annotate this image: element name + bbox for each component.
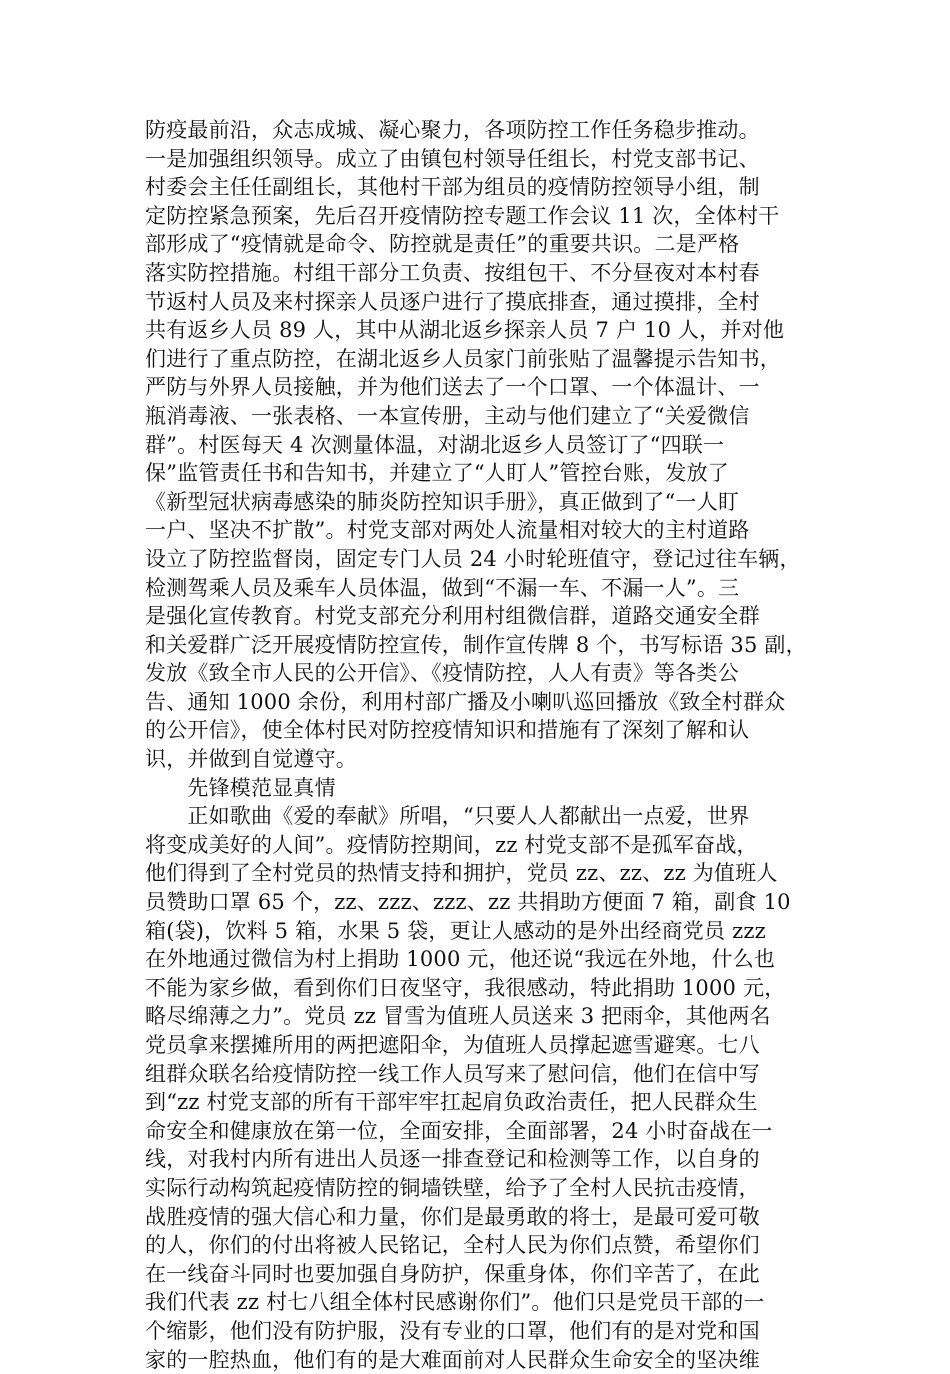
- text-line: 命安全和健康放在第一位，全面安排，全面部署，24 小时奋战在一: [145, 1118, 773, 1143]
- text-line: 到“zz 村党支部的所有干部牢牢扛起肩负政治责任，把人民群众生: [145, 1090, 758, 1115]
- text-line: 告、通知 1000 余份，利用村部广播及小喇叭巡回播放《致全村群众: [145, 689, 786, 714]
- text-line: 正如歌曲《爱的奉献》所唱，“只要人人都献出一点爱，世界: [145, 804, 750, 829]
- text-line: 共有返乡人员 89 人，其中从湖北返乡探亲人员 7 户 10 人，并对他: [145, 318, 785, 343]
- text-line: 先锋模范显真情: [145, 775, 336, 800]
- text-line: 战胜疫情的强大信心和力量，你们是最勇敢的将士，是最可爱可敬: [145, 1204, 760, 1229]
- text-line: 略尽绵薄之力”。党员 zz 冒雪为值班人员送来 3 把雨伞，其他两名: [145, 1004, 771, 1029]
- body-text: [145, 116, 835, 1374]
- text-line: 防疫最前沿，众志成城、凝心聚力，各项防控工作任务稳步推动。: [145, 118, 760, 142]
- text-line: 落实防控措施。村组干部分工负责、按组包干、不分昼夜对本村春: [145, 260, 760, 285]
- text-line: 在外地通过微信为村上捐助 1000 元，他还说“我远在外地，什么也: [145, 947, 776, 972]
- text-line: 的公开信》，使全体村民对防控疫情知识和措施有了深刻了解和认: [145, 718, 750, 743]
- text-line: 个缩影，他们没有防护服，没有专业的口罩，他们有的是对党和国: [145, 1318, 760, 1343]
- text-line: 们进行了重点防控，在湖北返乡人员家门前张贴了温馨提示告知书，: [145, 346, 781, 371]
- text-line: 员赞助口罩 65 个，zz、zzz、zzz、zz 共捐助方便面 7 箱，副食 10: [145, 890, 791, 915]
- text-line: 发放《致全市人民的公开信》、《疫情防控，人人有责》等各类公: [145, 661, 739, 686]
- text-line: 是强化宣传教育。村党支部充分利用村组微信群，道路交通安全群: [145, 604, 760, 629]
- text-line: 不能为家乡做，看到你们日夜坚守，我很感动，特此捐助 1000 元，: [145, 975, 786, 1000]
- text-line: 在一线奋斗同时也要加强自身防护，保重身体，你们辛苦了，在此: [145, 1261, 760, 1286]
- text-line: 将变成美好的人间”。疫情防控期间，zz 村党支部不是孤军奋战，: [145, 832, 758, 857]
- text-line: 定防控紧急预案，先后召开疫情防控专题工作会议 11 次，全体村干: [145, 203, 780, 228]
- text-line: 我们代表 zz 村七八组全体村民感谢你们”。他们只是党员干部的一: [145, 1290, 765, 1315]
- text-line: 和关爱群广泛开展疫情防控宣传，制作宣传牌 8 个，书写标语 35 副，: [145, 632, 807, 657]
- text-line: 节返村人员及来村探亲人员逐户进行了摸底排查，通过摸排，全村: [145, 289, 760, 314]
- text-line: 组群众联名给疫情防控一线工作人员写来了慰问信，他们在信中写: [145, 1061, 760, 1086]
- text-line: 党员拿来摆摊所用的两把遮阳伞，为值班人员撑起遮雪避寒。七八: [145, 1033, 760, 1057]
- text-line: 《新型冠状病毒感染的肺炎防控知识手册》，真正做到了“一人盯: [145, 489, 740, 514]
- text-line: 他们得到了全村党员的热情支持和拥护，党员 zz、zz、zz 为值班人: [145, 861, 778, 886]
- text-line: 群”。村医每天 4 次测量体温，对湖北返乡人员签订了“四联一: [145, 432, 725, 457]
- text-line: 村委会主任任副组长，其他村干部为组员的疫情防控领导小组，制: [145, 175, 760, 200]
- text-line: 线，对我村内所有进出人员逐一排查登记和检测等工作，以自身的: [145, 1147, 760, 1172]
- text-line: 检测驾乘人员及乘车人员体温，做到“不漏一车、不漏一人”。三: [145, 575, 740, 600]
- text-line: 的人，你们的付出将被人民铭记，全村人民为你们点赞，希望你们: [145, 1233, 760, 1258]
- text-line: 一户、坚决不扩散”。村党支部对两处人流量相对较大的主村道路: [145, 518, 750, 543]
- text-line: 一是加强组织领导。成立了由镇包村领导任组长，村党支部书记、: [145, 146, 760, 171]
- text-line: 部形成了“疫情就是命令、防控就是责任”的重要共识。二是严格: [145, 232, 740, 257]
- text-line: 识，并做到自觉遵守。: [145, 747, 357, 772]
- text-line: 实际行动构筑起疫情防控的铜墙铁壁，给予了全村人民抗击疫情，: [145, 1175, 760, 1200]
- text-line: 严防与外界人员接触，并为他们送去了一个口罩、一个体温计、一: [145, 375, 760, 400]
- text-line: 箱(袋)，饮料 5 箱，水果 5 袋，更让人感动的是外出经商党员 zzz: [145, 918, 766, 943]
- text-line: 保”监管责任书和告知书，并建立了“人盯人”管控台账，发放了: [145, 461, 730, 486]
- text-line: 瓶消毒液、一张表格、一本宣传册，主动与他们建立了“关爱微信: [145, 403, 750, 428]
- text-line: 设立了防控监督岗，固定专门人员 24 小时轮班值守，登记过往车辆，: [145, 546, 801, 571]
- text-line: 家的一腔热血，他们有的是大难面前对人民群众生命安全的坚决维: [145, 1347, 760, 1372]
